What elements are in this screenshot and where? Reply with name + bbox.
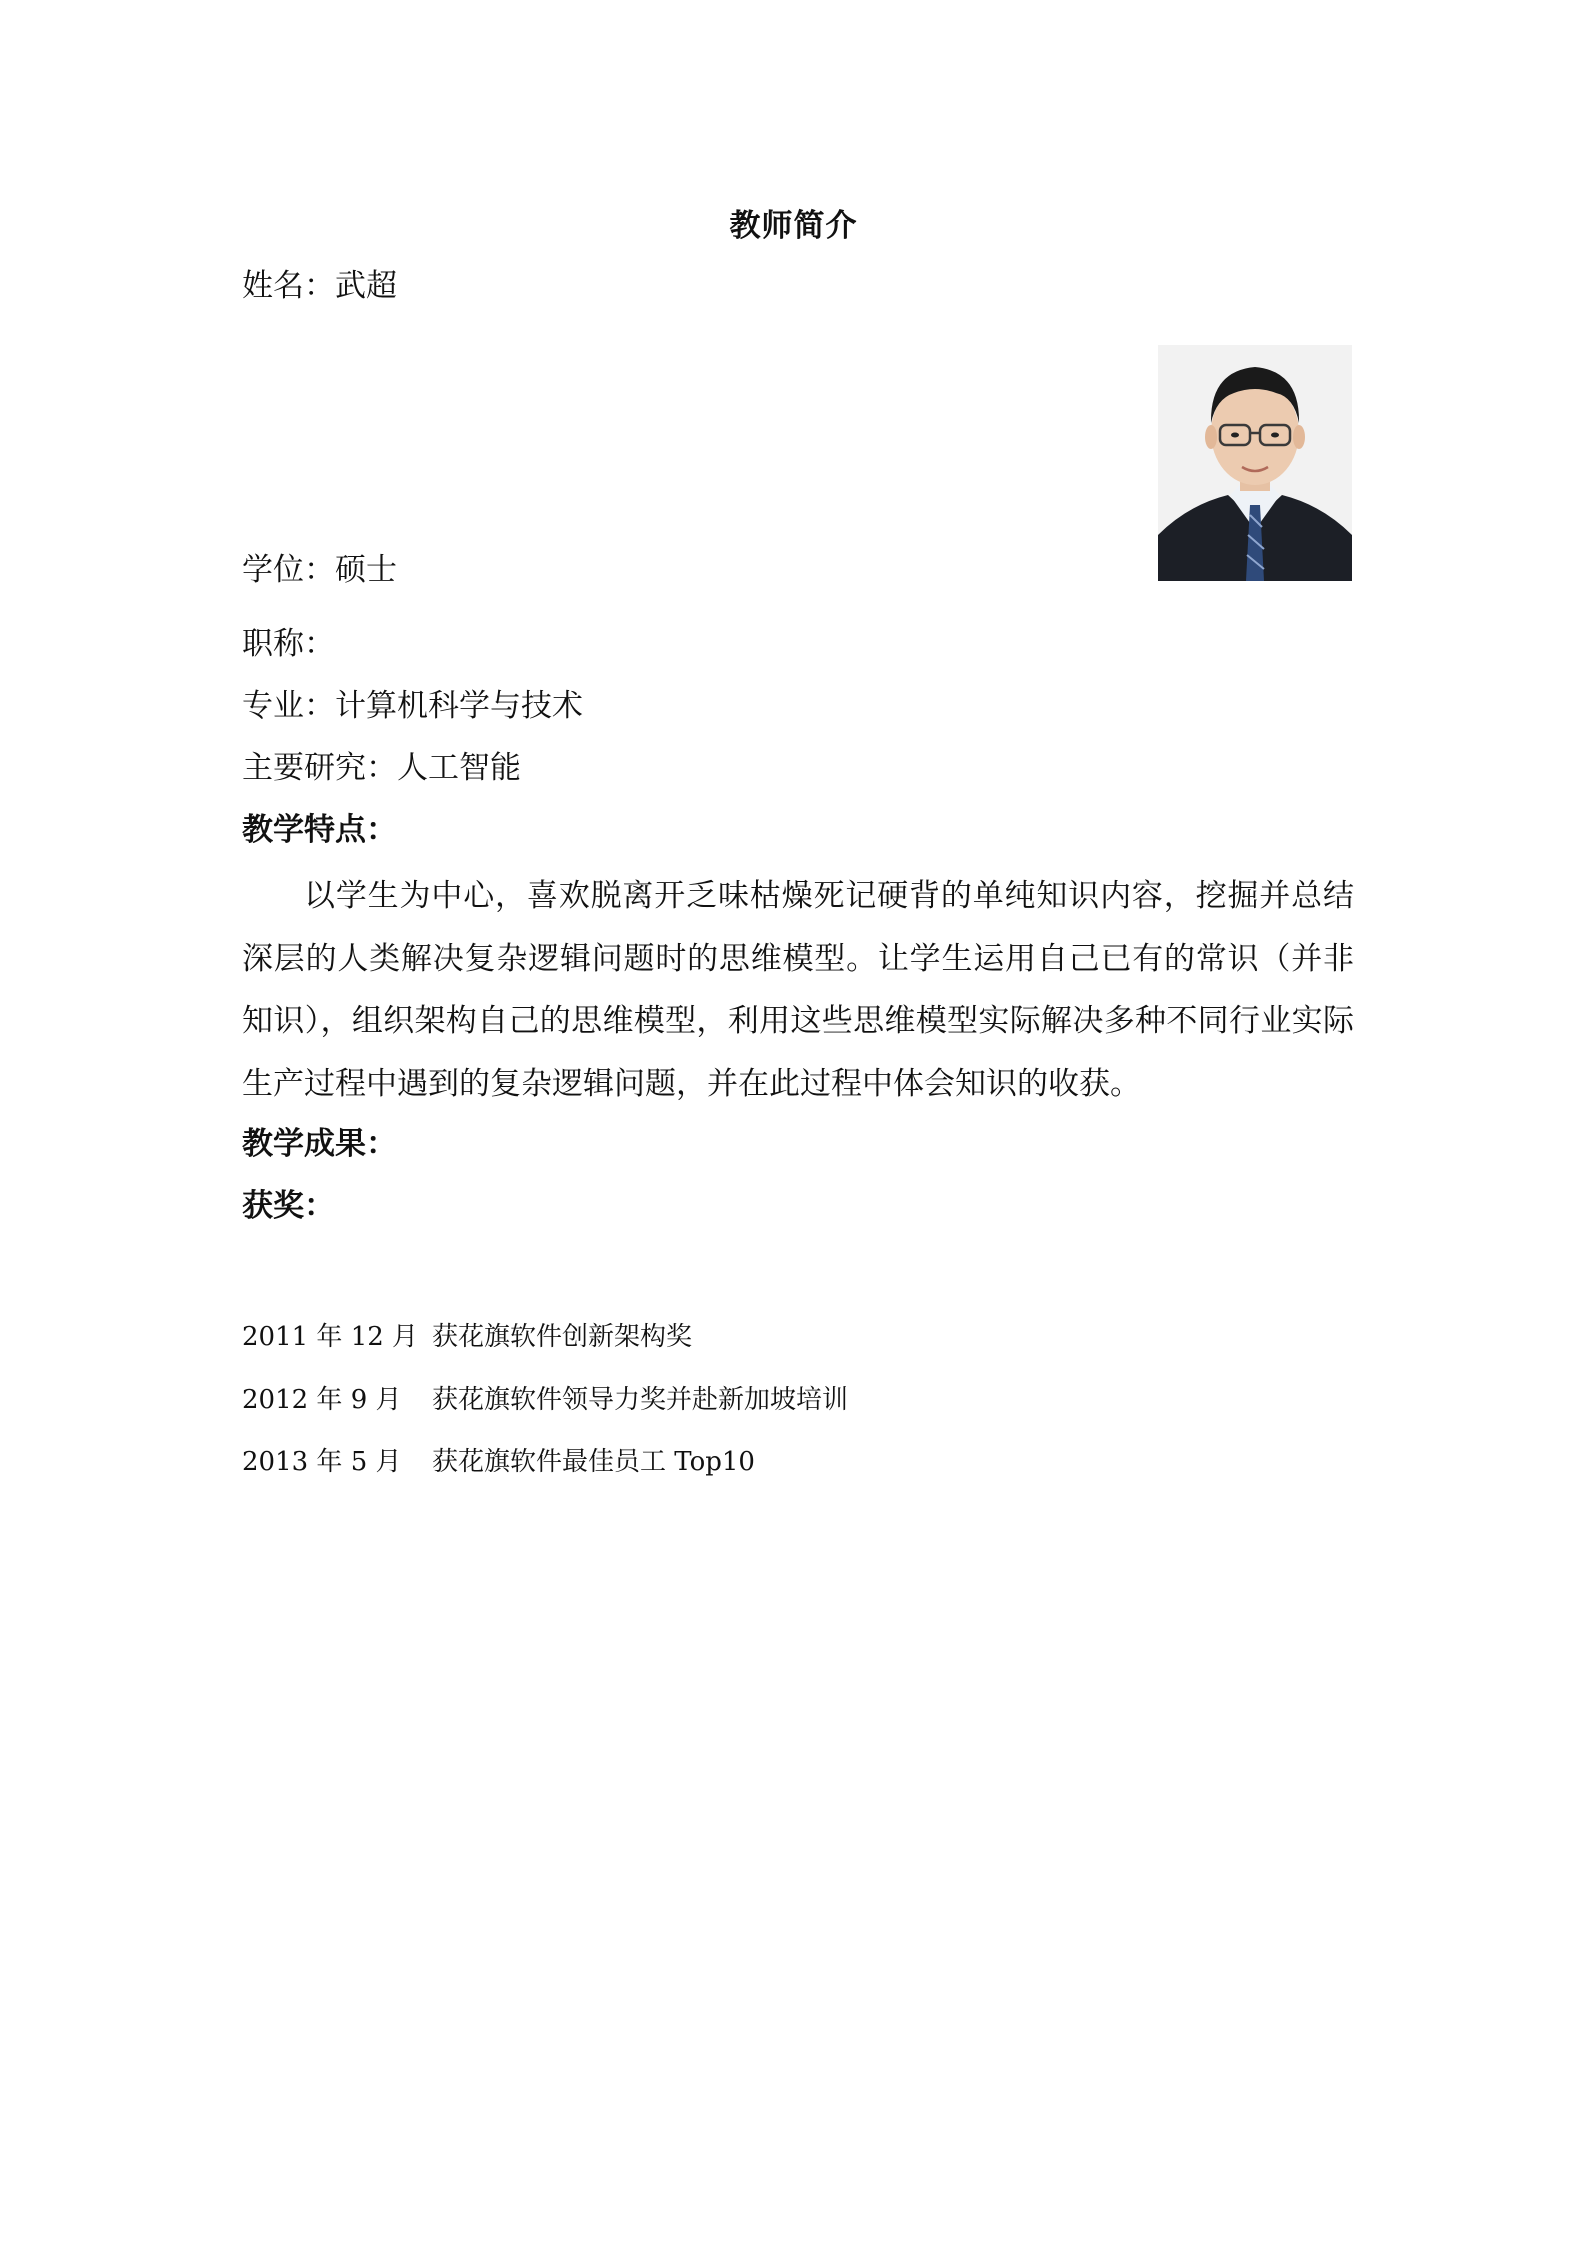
award-item: [242, 1316, 692, 1353]
portrait-photo: [1158, 345, 1352, 581]
teaching-features-heading: 教学特点：: [242, 812, 397, 848]
teaching-results-heading: 教学成果：: [242, 1126, 397, 1162]
research-field: 主要研究：人工智能: [242, 750, 521, 786]
teaching-features-text: 以学生为中心，喜欢脱离开乏味枯燥死记硬背的单纯知识内容，挖掘并总结深层的人类解决复杂逻辑问题时的思维模型。让学生运用自己已有的常识（并非知识），组织架构自己的思维模型，利用这些思维模型实际解决多种不同行业实际生产过程中遇到的复杂逻辑问题，并在此过程中体会知识的收获。: [242, 878, 1354, 1102]
award-text: 获花旗软件创新架构奖: [432, 1322, 693, 1352]
award-item: [242, 1379, 848, 1416]
award-text: 获花旗软件领导力奖并赴新加坡培训: [432, 1385, 849, 1415]
award-date: 2013 年 5 月: [242, 1447, 402, 1477]
page-title: 教师简介: [729, 208, 858, 244]
major-field: 专业：计算机科学与技术: [242, 688, 583, 724]
award-date: 2012 年 9 月: [242, 1385, 402, 1415]
name-field: 姓名：武超: [242, 268, 397, 304]
award-date: 2011 年 12 月: [242, 1322, 419, 1352]
title-rank-field: 职称：: [242, 626, 335, 662]
awards-heading: 获奖：: [242, 1188, 335, 1224]
award-text: 获花旗软件最佳员工 Top10: [432, 1447, 755, 1477]
degree-field: 学位：硕士: [242, 552, 397, 588]
award-item: [242, 1441, 755, 1478]
